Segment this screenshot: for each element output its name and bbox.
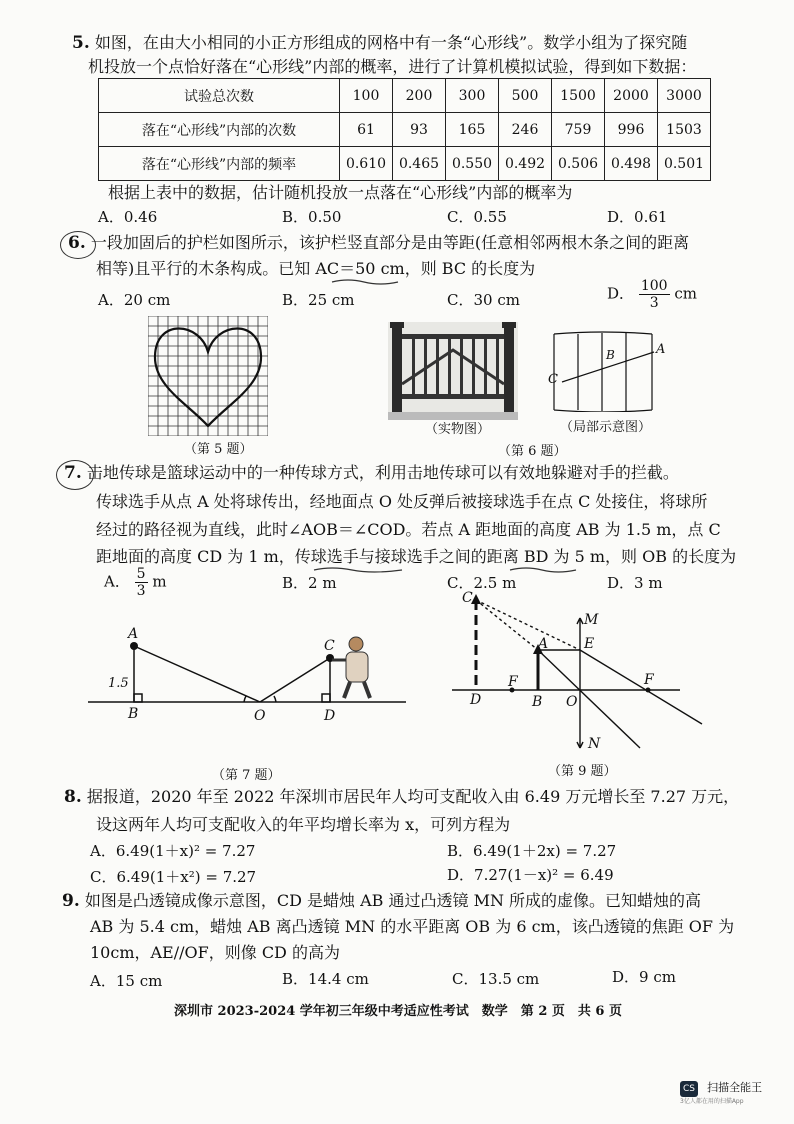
figure-5-caption: （第 5 题）	[184, 442, 253, 457]
table-cell: 落在“心形线”内部的频率	[99, 147, 340, 181]
railing-bar	[496, 339, 499, 394]
point-label-n: N	[588, 736, 601, 752]
numerator: 100	[640, 278, 668, 294]
table-cell: 1500	[552, 79, 605, 113]
table-cell: 500	[499, 79, 552, 113]
height-annotation: 1.5	[108, 676, 129, 691]
option-d[interactable]: D．0.61	[607, 208, 668, 226]
question-text: 如图，在由大小相同的小正方形组成的网格中有一条“心形线”。数学小组为了探究随	[94, 33, 688, 52]
figure-6-caption: （第 6 题）	[498, 444, 567, 459]
question-text-line: 10cm，AE//OF，则像 CD 的高为	[90, 943, 340, 962]
railing-bar	[436, 339, 439, 394]
unit: cm	[674, 284, 697, 303]
point-label-m: M	[584, 612, 599, 628]
point-label-b: B	[128, 706, 139, 722]
point-label-c: C	[462, 590, 473, 606]
option-b[interactable]: B．25 cm	[282, 291, 355, 309]
question-number: 6.	[68, 233, 86, 253]
question-text-line: 机投放一个点恰好落在“心形线”内部的概率，进行了计算机模拟试验，得到如下数据：	[88, 57, 697, 76]
denominator: 3	[136, 583, 146, 599]
figure-9-caption: （第 9 题）	[548, 764, 617, 779]
table-cell: 165	[446, 113, 499, 147]
table-cell: 200	[393, 79, 446, 113]
option-label: A．	[104, 572, 130, 591]
question-number: 8.	[64, 787, 82, 807]
table-cell: 试验总次数	[99, 79, 340, 113]
table-cell: 100	[340, 79, 393, 113]
railing-bar	[460, 339, 463, 394]
option-label: D．	[607, 284, 635, 303]
table-row	[99, 113, 711, 147]
question-text: 击地传球是篮球运动中的一种传球方式，利用击地传球可以有效地躲避对手的拦截。	[86, 463, 679, 482]
option-d[interactable]: D．9 cm	[612, 968, 676, 986]
question-text: 一段加固后的护栏如图所示，该护栏竖直部分是由等距(任意相邻两根木条之间的距离	[90, 233, 690, 252]
point-label-a: A	[538, 636, 549, 652]
option-a[interactable]: A．15 cm	[90, 972, 163, 990]
point-label-o: O	[254, 708, 266, 724]
scanner-tagline: 3亿人都在用的扫描App	[680, 1098, 744, 1105]
option-a[interactable]: A．20 cm	[98, 291, 171, 309]
table-cell: 0.506	[552, 147, 605, 181]
point-label-c: C	[548, 372, 558, 387]
q5-data-table	[98, 78, 711, 181]
question-text-line: AB 为 5.4 cm，蜡烛 AB 离凸透镜 MN 的水平距离 OB 为 6 cm，该凸透镜的焦距 OF 为	[90, 917, 735, 936]
option-c[interactable]: C．6.49(1＋x²) = 7.27	[90, 868, 257, 886]
railing-bar	[472, 339, 475, 394]
option-c[interactable]: C．0.55	[447, 208, 507, 226]
denominator: 3	[649, 295, 659, 311]
option-a[interactable]	[104, 566, 167, 599]
question-text: 据报道，2020 年至 2022 年深圳市居民年人均可支配收入由 6.49 万元增长至 7.27 万元，	[86, 787, 740, 806]
table-cell: 0.550	[446, 147, 499, 181]
scanner-name: 扫描全能王	[707, 1081, 763, 1094]
unit: m	[152, 572, 167, 591]
table-cell: 300	[446, 79, 499, 113]
scanner-logo-icon: CS	[680, 1081, 698, 1097]
figure-9-lens-diagram	[452, 588, 712, 758]
table-cell: 1503	[658, 113, 711, 147]
option-a[interactable]: A．6.49(1＋x)² = 7.27	[90, 842, 256, 860]
handwritten-underline	[508, 566, 578, 574]
handwritten-underline	[330, 278, 400, 286]
railing-bar	[448, 339, 451, 394]
table-cell: 2000	[605, 79, 658, 113]
railing-bar	[412, 339, 415, 394]
table-cell: 0.498	[605, 147, 658, 181]
point-label-f: F	[644, 672, 654, 688]
option-b[interactable]: B．14.4 cm	[282, 970, 369, 988]
question-text-line: 距地面的高度 CD 为 1 m，传球选手与接球选手之间的距离 BD 为 5 m，则 OB 的长度为	[96, 547, 737, 566]
point-label-c: C	[324, 638, 335, 654]
point-label-e: E	[584, 636, 595, 652]
option-a[interactable]: A．0.46	[98, 208, 158, 226]
table-row	[99, 79, 711, 113]
question-text-line: 传球选手从点 A 处将球传出，经地面点 O 处反弹后被接球选手在点 C 处接住，将球所	[96, 492, 708, 511]
question-number: 5.	[72, 33, 90, 53]
point-label-d: D	[470, 692, 482, 708]
option-b[interactable]: B．0.50	[282, 208, 342, 226]
point-label-o: O	[566, 694, 578, 710]
table-cell: 3000	[658, 79, 711, 113]
table-cell: 0.610	[340, 147, 393, 181]
question-text-line: 根据上表中的数据，估计随机投放一点落在“心形线”内部的概率为	[108, 183, 573, 202]
question-text-line: 相等)且平行的木条构成。已知 AC＝50 cm，则 BC 的长度为	[96, 259, 536, 278]
option-c[interactable]: C．30 cm	[447, 291, 520, 309]
table-cell: 93	[393, 113, 446, 147]
point-label-a: A	[128, 626, 139, 642]
table-cell: 0.492	[499, 147, 552, 181]
table-cell: 246	[499, 113, 552, 147]
question-number: 7.	[64, 463, 82, 483]
table-cell: 759	[552, 113, 605, 147]
figure-6-photo-caption: （实物图）	[425, 422, 491, 437]
question-text-line: 经过的路径视为直线，此时∠AOB＝∠COD。若点 A 距地面的高度 AB 为 1.5 m，点 C	[96, 520, 721, 539]
question-8-stem	[64, 782, 739, 812]
question-number: 9.	[62, 891, 80, 911]
railing-bar	[484, 339, 487, 394]
fraction	[135, 566, 148, 599]
figure-5-heart-grid	[148, 316, 268, 436]
option-b[interactable]: B．2 m	[282, 574, 337, 592]
figure-7-caption: （第 7 题）	[212, 768, 281, 783]
option-d[interactable]: D．7.27(1－x)² = 6.49	[447, 866, 614, 884]
table-cell: 0.501	[658, 147, 711, 181]
question-text-line: 设这两年人均可支配收入的年平均增长率为 x，可列方程为	[96, 815, 511, 834]
option-d[interactable]	[607, 278, 697, 311]
point-label-f: F	[508, 674, 518, 690]
option-b[interactable]: B．6.49(1＋2x) = 7.27	[447, 842, 617, 860]
option-c[interactable]: C．13.5 cm	[452, 970, 540, 988]
point-label-b: B	[532, 694, 543, 710]
figure-6-railing-photo	[388, 322, 518, 420]
question-text: 如图是凸透镜成像示意图，CD 是蜡烛 AB 通过凸透镜 MN 所成的虚像。已知蜡烛的高	[84, 891, 702, 910]
player-figure	[332, 637, 370, 698]
option-d[interactable]: D．3 m	[607, 574, 663, 592]
figure-6-local-schematic	[548, 330, 658, 412]
point-label-d: D	[324, 708, 336, 724]
fraction	[639, 278, 670, 311]
point-label-a: A	[656, 342, 666, 357]
table-cell: 61	[340, 113, 393, 147]
table-row	[99, 147, 711, 181]
table-cell: 996	[605, 113, 658, 147]
numerator: 5	[136, 566, 146, 582]
page-footer: 深圳市 2023-2024 学年初三年级中考适应性考试 数学 第 2 页 共 6 页	[174, 1004, 623, 1019]
option-c[interactable]: C．2.5 m	[447, 574, 517, 592]
table-cell: 0.465	[393, 147, 446, 181]
scanner-badge	[680, 1076, 763, 1105]
figure-6-local-caption: （局部示意图）	[560, 420, 652, 435]
point-label-b: B	[606, 348, 615, 362]
table-cell: 落在“心形线”内部的次数	[99, 113, 340, 147]
question-7-stem	[64, 458, 679, 488]
